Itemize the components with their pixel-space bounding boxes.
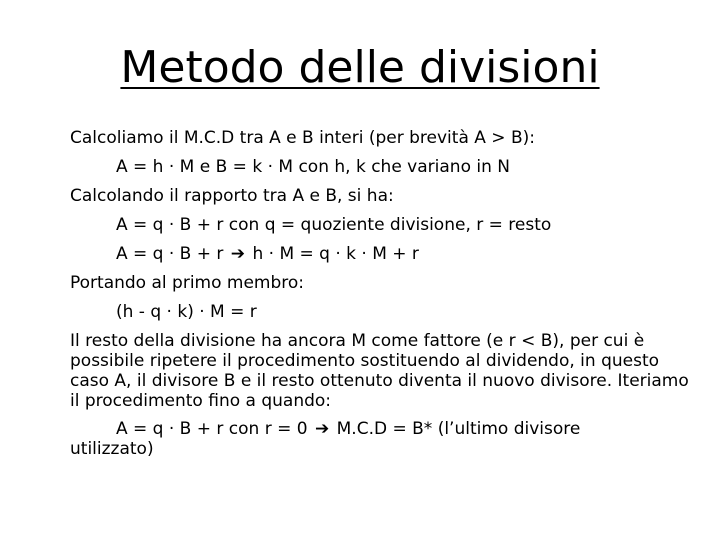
text-line: Calcoliamo il M.C.D tra A e B interi (per brevità A > B):	[70, 128, 535, 148]
formula-line: A = q · B + r con q = quoziente divisione, r = resto	[116, 215, 552, 235]
formula-arrow-line	[70, 419, 690, 439]
text-line: utilizzato)	[70, 439, 154, 459]
formula-left: A = q · B + r con r = 0	[116, 419, 308, 439]
formula-right: h · M = q · k · M + r	[252, 244, 419, 264]
slide-title: Metodo delle divisioni	[120, 42, 600, 93]
paragraph: Il resto della divisione ha ancora M come fattore (e r < B), per cui è possibile ripetere il procedimento sostituendo al dividendo, in questo caso A, il divisore B e il resto ottenuto diventa il nuovo divisore. Iteriamo il procedimento fino a quando:	[70, 331, 689, 411]
formula-left: A = q · B + r	[116, 244, 224, 264]
formula-arrow-line	[70, 244, 690, 264]
text-line: Calcolando il rapporto tra A e B, si ha:	[70, 186, 394, 206]
arrow-right-icon: ➔	[314, 419, 330, 439]
formula-right: M.C.D = B* (l’ultimo divisore	[336, 419, 581, 439]
formula-line: (h - q · k) · M = r	[116, 302, 257, 322]
formula-line: A = h · M e B = k · M con h, k che variano in N	[116, 157, 510, 177]
slide-body	[70, 128, 690, 468]
arrow-right-icon: ➔	[230, 244, 246, 264]
text-line: Portando al primo membro:	[70, 273, 305, 293]
